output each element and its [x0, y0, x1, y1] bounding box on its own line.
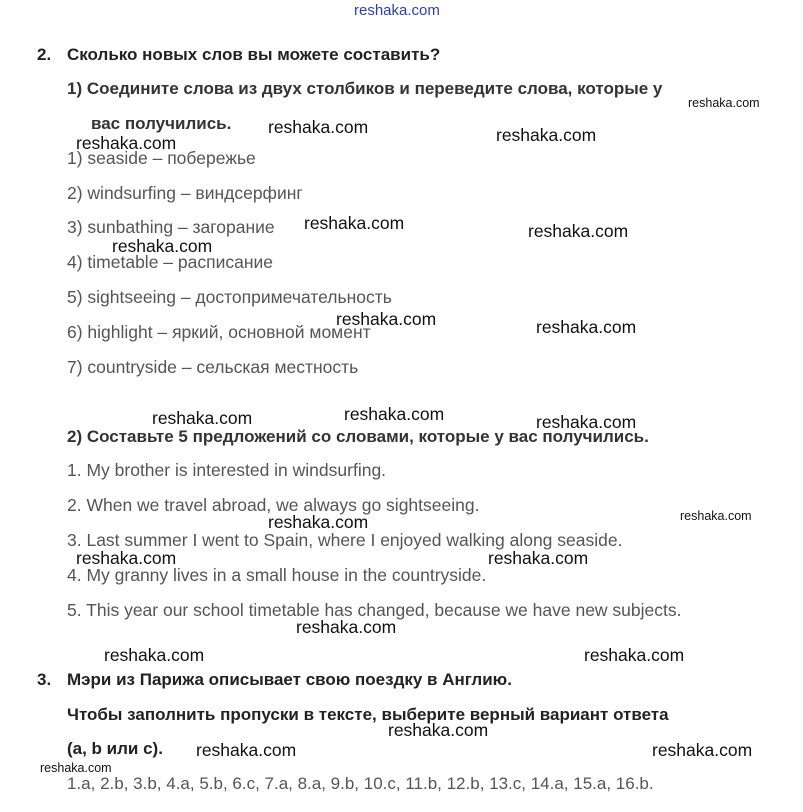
- watermark: reshaka.com: [104, 645, 205, 665]
- watermark: reshaka.com: [536, 412, 637, 432]
- word-item: 7) countryside – сельская местность: [67, 357, 359, 377]
- watermark: reshaka.com: [344, 404, 445, 424]
- sentence-item: 4. My granny lives in a small house in the countryside.: [67, 565, 487, 585]
- watermark: reshaka.com: [268, 512, 369, 532]
- watermark: reshaka.com: [112, 236, 213, 256]
- word-item: 5) sightseeing – достопримечательность: [67, 287, 392, 307]
- task-3-instruction-line-2: (a, b или c).: [67, 739, 163, 758]
- watermark: reshaka.com: [40, 761, 112, 775]
- sentence-item: 2. When we travel abroad, we always go sightseeing.: [67, 495, 480, 515]
- task-2-number: 2.: [37, 45, 52, 64]
- watermark: reshaka.com: [680, 509, 752, 523]
- word-item: 4) timetable – расписание: [67, 252, 274, 272]
- watermark: reshaka.com: [268, 117, 369, 137]
- watermark: reshaka.com: [196, 740, 297, 760]
- task-2-part-1-title-line-1: 1) Соедините слова из двух столбиков и переведите слова, которые у: [67, 79, 663, 98]
- watermark: reshaka.com: [296, 617, 397, 637]
- word-item: 1) seaside – побережье: [67, 148, 256, 168]
- word-item: 6) highlight – яркий, основной момент: [67, 322, 371, 342]
- watermark: reshaka.com: [496, 125, 597, 145]
- sentence-item: 3. Last summer I went to Spain, where I enjoyed walking along seaside.: [67, 530, 623, 550]
- task-2-part-1-title-line-2: вас получились.: [91, 114, 232, 133]
- watermark: reshaka.com: [528, 221, 629, 241]
- watermark: reshaka.com: [488, 548, 589, 568]
- task-3-answers: 1.a, 2.b, 3.b, 4.a, 5.b, 6.c, 7.a, 8.a, 9.b, 10.c, 11.b, 12.b, 13.c, 14.a, 15.a, 16.b.: [67, 774, 654, 793]
- task-3-number: 3.: [37, 670, 52, 689]
- watermark: reshaka.com: [536, 317, 637, 337]
- sentence-item: 1. My brother is interested in windsurfing.: [67, 460, 387, 480]
- sentence-item: 5. This year our school timetable has changed, because we have new subjects.: [67, 600, 682, 620]
- word-item: 2) windsurfing – виндсерфинг: [67, 183, 303, 203]
- watermark: reshaka.com: [688, 96, 760, 110]
- task-3-instruction-line-1: Чтобы заполнить пропуски в тексте, выберите верный вариант ответа: [67, 705, 669, 724]
- task-3-title: Мэри из Парижа описывает свою поездку в Англию.: [67, 670, 512, 689]
- watermark: reshaka.com: [336, 309, 437, 329]
- word-item: 3) sunbathing – загорание: [67, 217, 275, 237]
- watermark: reshaka.com: [76, 548, 177, 568]
- watermark: reshaka.com: [152, 408, 253, 428]
- watermark: reshaka.com: [388, 720, 489, 740]
- site-header-watermark: reshaka.com: [354, 2, 440, 19]
- watermark: reshaka.com: [76, 133, 177, 153]
- task-2-title: Сколько новых слов вы можете составить?: [67, 45, 441, 64]
- watermark: reshaka.com: [652, 740, 753, 760]
- watermark: reshaka.com: [584, 645, 685, 665]
- task-2-part-2-title: 2) Составьте 5 предложений со словами, которые у вас получились.: [67, 427, 649, 446]
- watermark: reshaka.com: [304, 213, 405, 233]
